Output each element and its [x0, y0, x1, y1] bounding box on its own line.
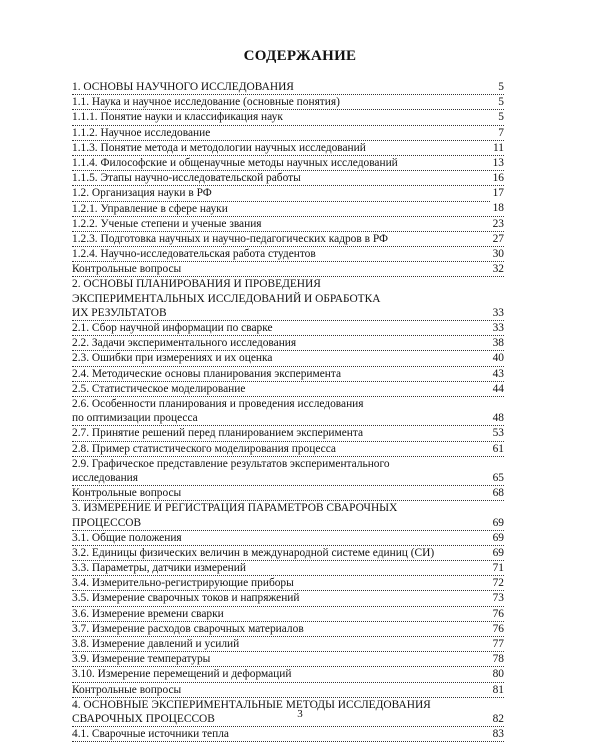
toc-entry-title — [72, 367, 504, 381]
toc-entry-page: 32 — [492, 263, 504, 276]
toc-entry-line: 2.6. Особенности планирования и проведения исследования — [72, 397, 364, 410]
toc-entry-line: ЭКСПЕРИМЕНТАЛЬНЫХ ИССЛЕДОВАНИЙ И ОБРАБОТКА — [72, 292, 381, 305]
toc-entry[interactable] — [72, 186, 504, 201]
toc-entry-title — [72, 232, 504, 246]
toc-entry-line: 3.5. Измерение сварочных токов и напряжений — [72, 592, 300, 605]
toc-entry-page: 16 — [492, 172, 504, 185]
toc-entry[interactable] — [72, 262, 504, 277]
toc-entry-page: 61 — [492, 442, 504, 455]
toc-entry-page: 53 — [492, 427, 504, 440]
toc-entry-line: 1.1.2. Научное исследование — [72, 126, 211, 139]
toc-entry-page: 68 — [492, 487, 504, 500]
toc-entry-line: 1.2.4. Научно-исследовательская работа студентов — [72, 248, 316, 261]
toc-entry-line: 3.6. Измерение времени сварки — [72, 607, 224, 620]
toc-entry-line: 2.8. Пример статистического моделирования процесса — [72, 442, 336, 455]
toc-entry-line: исследования — [72, 471, 139, 484]
toc-entry-line: ИХ РЕЗУЛЬТАТОВ — [72, 306, 167, 319]
toc-entry-line: 1.1.4. Философские и общенаучные методы научных исследований — [72, 156, 398, 169]
toc-entry-line: 2.3. Ошибки при измерениях и их оценка — [72, 352, 273, 365]
toc-entry[interactable] — [72, 637, 504, 652]
toc-entry-line: 4.1. Сварочные источники тепла — [72, 728, 229, 741]
toc-entry-page: 38 — [492, 337, 504, 350]
toc-entry-line: 3.3. Параметры, датчики измерений — [72, 562, 246, 575]
toc-entry-page: 78 — [492, 653, 504, 666]
toc-entry[interactable] — [72, 531, 504, 546]
toc-entry-page: 18 — [492, 202, 504, 215]
toc-entry-page: 83 — [492, 728, 504, 741]
toc-entry-title — [72, 141, 504, 155]
toc-entry-title — [72, 457, 504, 485]
toc-entry-line: 1.2.1. Управление в сфере науки — [72, 202, 228, 215]
toc-entry-title — [72, 277, 504, 320]
toc-entry-title — [72, 546, 504, 560]
toc-entry[interactable] — [72, 501, 504, 530]
toc-entry-line: 1.2.2. Ученые степени и ученые звания — [72, 217, 262, 230]
toc-entry-title — [72, 501, 504, 529]
toc-entry-line: 2.4. Методические основы планирования эксперимента — [72, 367, 342, 380]
toc-entry-line: 2.2. Задачи экспериментального исследования — [72, 337, 297, 350]
toc-entry-title — [72, 683, 504, 697]
toc-entry[interactable] — [72, 232, 504, 247]
toc-entry-page: 69 — [492, 531, 504, 544]
toc-entry[interactable] — [72, 397, 504, 426]
toc-entry-title — [72, 336, 504, 350]
toc-entry-line: СВАРОЧНЫХ ПРОЦЕССОВ — [72, 712, 215, 725]
toc-entry-line: ПРОЦЕССОВ — [72, 516, 142, 529]
toc-entry[interactable] — [72, 351, 504, 366]
toc-entry-page: 5 — [498, 96, 504, 109]
toc-entry-line: 3.4. Измерительно-регистрирующие приборы — [72, 577, 294, 590]
toc-entry-title — [72, 622, 504, 636]
toc-entry-title — [72, 321, 504, 335]
toc-entry-title — [72, 727, 504, 741]
toc-entry-page: 33 — [492, 306, 504, 319]
toc-entry-line: Контрольные вопросы — [72, 263, 182, 276]
toc-entry[interactable] — [72, 336, 504, 351]
toc-entry-title — [72, 576, 504, 590]
toc-entry-line: 1.1.5. Этапы научно-исследовательской работы — [72, 172, 301, 185]
toc-entry-title — [72, 426, 504, 440]
toc-entry-title — [72, 110, 504, 124]
toc-entry-page: 69 — [492, 546, 504, 559]
toc-entry-title — [72, 397, 504, 425]
toc-entry[interactable] — [72, 591, 504, 606]
toc-entry-line: 1.2. Организация науки в РФ — [72, 187, 212, 200]
toc-entry-page: 43 — [492, 367, 504, 380]
toc-entry-line: 1.1.1. Понятие науки и классификация наук — [72, 111, 283, 124]
toc-entry-page: 80 — [492, 668, 504, 681]
toc-entry[interactable] — [72, 277, 504, 321]
toc-entry[interactable] — [72, 652, 504, 667]
toc-entry-title — [72, 486, 504, 500]
toc-entry-page: 44 — [492, 382, 504, 395]
toc-entry-line: 1. ОСНОВЫ НАУЧНОГО ИССЛЕДОВАНИЯ — [72, 81, 294, 93]
toc-entry-page: 17 — [492, 187, 504, 200]
toc-entry-page: 77 — [492, 638, 504, 650]
toc-entry-line: 3.9. Измерение температуры — [72, 653, 211, 666]
toc-entry-line: Контрольные вопросы — [72, 683, 182, 696]
table-of-contents — [72, 80, 504, 742]
toc-entry[interactable] — [72, 95, 504, 110]
toc-entry-page: 76 — [492, 622, 504, 635]
toc-entry-line: 4. ОСНОВНЫЕ ЭКСПЕРИМЕНТАЛЬНЫЕ МЕТОДЫ ИССЛЕДОВАНИЯ — [72, 698, 431, 711]
toc-entry-line: Контрольные вопросы — [72, 487, 182, 500]
toc-entry-page: 73 — [492, 592, 504, 605]
toc-entry[interactable] — [72, 727, 504, 742]
toc-entry-line: 1.1. Наука и научное исследование (основные понятия) — [72, 96, 340, 109]
toc-entry[interactable] — [72, 457, 504, 486]
toc-entry-page: 48 — [492, 412, 504, 425]
toc-entry-line: 2.9. Графическое представление результатов экспериментального — [72, 457, 390, 470]
toc-entry-page: 69 — [492, 516, 504, 529]
toc-entry-page: 76 — [492, 607, 504, 620]
toc-entry-page: 40 — [492, 352, 504, 365]
toc-entry[interactable] — [72, 426, 504, 441]
toc-entry-page: 23 — [492, 217, 504, 230]
toc-entry-page: 30 — [492, 248, 504, 261]
toc-entry-title — [72, 607, 504, 621]
toc-entry-page: 33 — [492, 322, 504, 335]
toc-entry[interactable] — [72, 367, 504, 382]
toc-entry-line: 2.5. Статистическое моделирование — [72, 382, 246, 395]
toc-entry[interactable] — [72, 141, 504, 156]
toc-entry[interactable] — [72, 486, 504, 501]
toc-entry[interactable] — [72, 607, 504, 622]
toc-entry-title — [72, 637, 504, 651]
toc-entry-title — [72, 351, 504, 365]
toc-entry[interactable] — [72, 683, 504, 698]
page-number: 3 — [297, 708, 303, 720]
toc-entry-title — [72, 217, 504, 231]
toc-entry[interactable] — [72, 110, 504, 125]
toc-entry-title — [72, 186, 504, 200]
toc-entry-line: 2.1. Сбор научной информации по сварке — [72, 322, 273, 335]
toc-entry-line: 3.10. Измерение перемещений и деформаций — [72, 668, 292, 681]
toc-entry-title — [72, 262, 504, 276]
toc-entry-title — [72, 652, 504, 666]
toc-entry-title — [72, 442, 504, 456]
toc-entry-page: 82 — [492, 712, 504, 725]
toc-entry-page: 7 — [498, 126, 504, 139]
toc-entry-title — [72, 202, 504, 216]
toc-entry[interactable] — [72, 561, 504, 576]
toc-entry-title — [72, 80, 504, 94]
toc-entry-title — [72, 561, 504, 575]
toc-entry[interactable] — [72, 202, 504, 217]
toc-entry-line: 1.1.3. Понятие метода и методологии научных исследований — [72, 141, 366, 154]
toc-entry-line: 1.2.3. Подготовка научных и научно-педагогических кадров в РФ — [72, 232, 388, 245]
toc-entry-title — [72, 126, 504, 140]
toc-entry-title — [72, 171, 504, 185]
toc-entry-page: 5 — [498, 111, 504, 124]
toc-entry[interactable] — [72, 80, 504, 95]
toc-entry[interactable] — [72, 156, 504, 171]
toc-entry-line: 3.8. Измерение давлений и усилий — [72, 638, 240, 651]
toc-entry-title — [72, 591, 504, 605]
toc-entry[interactable] — [72, 622, 504, 637]
toc-entry[interactable] — [72, 247, 504, 262]
toc-entry-page: 13 — [492, 156, 504, 169]
toc-entry[interactable] — [72, 442, 504, 457]
toc-entry-page: 65 — [492, 471, 504, 484]
toc-entry-line: 3.1. Общие положения — [72, 531, 182, 544]
toc-entry[interactable] — [72, 217, 504, 232]
toc-entry-title — [72, 667, 504, 681]
toc-entry-line: 3. ИЗМЕРЕНИЕ И РЕГИСТРАЦИЯ ПАРАМЕТРОВ СВАРОЧНЫХ — [72, 502, 398, 515]
toc-entry-line: 2. ОСНОВЫ ПЛАНИРОВАНИЯ И ПРОВЕДЕНИЯ — [72, 278, 321, 291]
toc-entry-page: 27 — [492, 232, 504, 245]
toc-entry-page: 5 — [498, 80, 504, 93]
toc-entry-page: 11 — [493, 141, 504, 154]
toc-entry[interactable] — [72, 126, 504, 141]
toc-entry-line: 2.7. Принятие решений перед планированием эксперимента — [72, 427, 364, 440]
toc-entry-title — [72, 382, 504, 396]
toc-entry-line: по оптимизации процесса — [72, 412, 198, 425]
toc-entry-title — [72, 156, 504, 170]
toc-entry[interactable] — [72, 171, 504, 186]
toc-entry[interactable] — [72, 546, 504, 561]
toc-entry-page: 81 — [492, 683, 504, 696]
toc-entry-title — [72, 95, 504, 109]
toc-entry[interactable] — [72, 667, 504, 682]
toc-entry-line: 3.2. Единицы физических величин в международной системе единиц (СИ) — [72, 546, 435, 559]
toc-entry-line: 3.7. Измерение расходов сварочных материалов — [72, 622, 304, 635]
toc-entry-page: 72 — [492, 577, 504, 590]
toc-entry-title — [72, 247, 504, 261]
toc-entry-page: 71 — [492, 562, 504, 575]
page-title: СОДЕРЖАНИЕ — [243, 48, 357, 64]
toc-entry[interactable] — [72, 382, 504, 397]
toc-entry[interactable] — [72, 576, 504, 591]
toc-entry-title — [72, 531, 504, 545]
toc-entry[interactable] — [72, 321, 504, 336]
